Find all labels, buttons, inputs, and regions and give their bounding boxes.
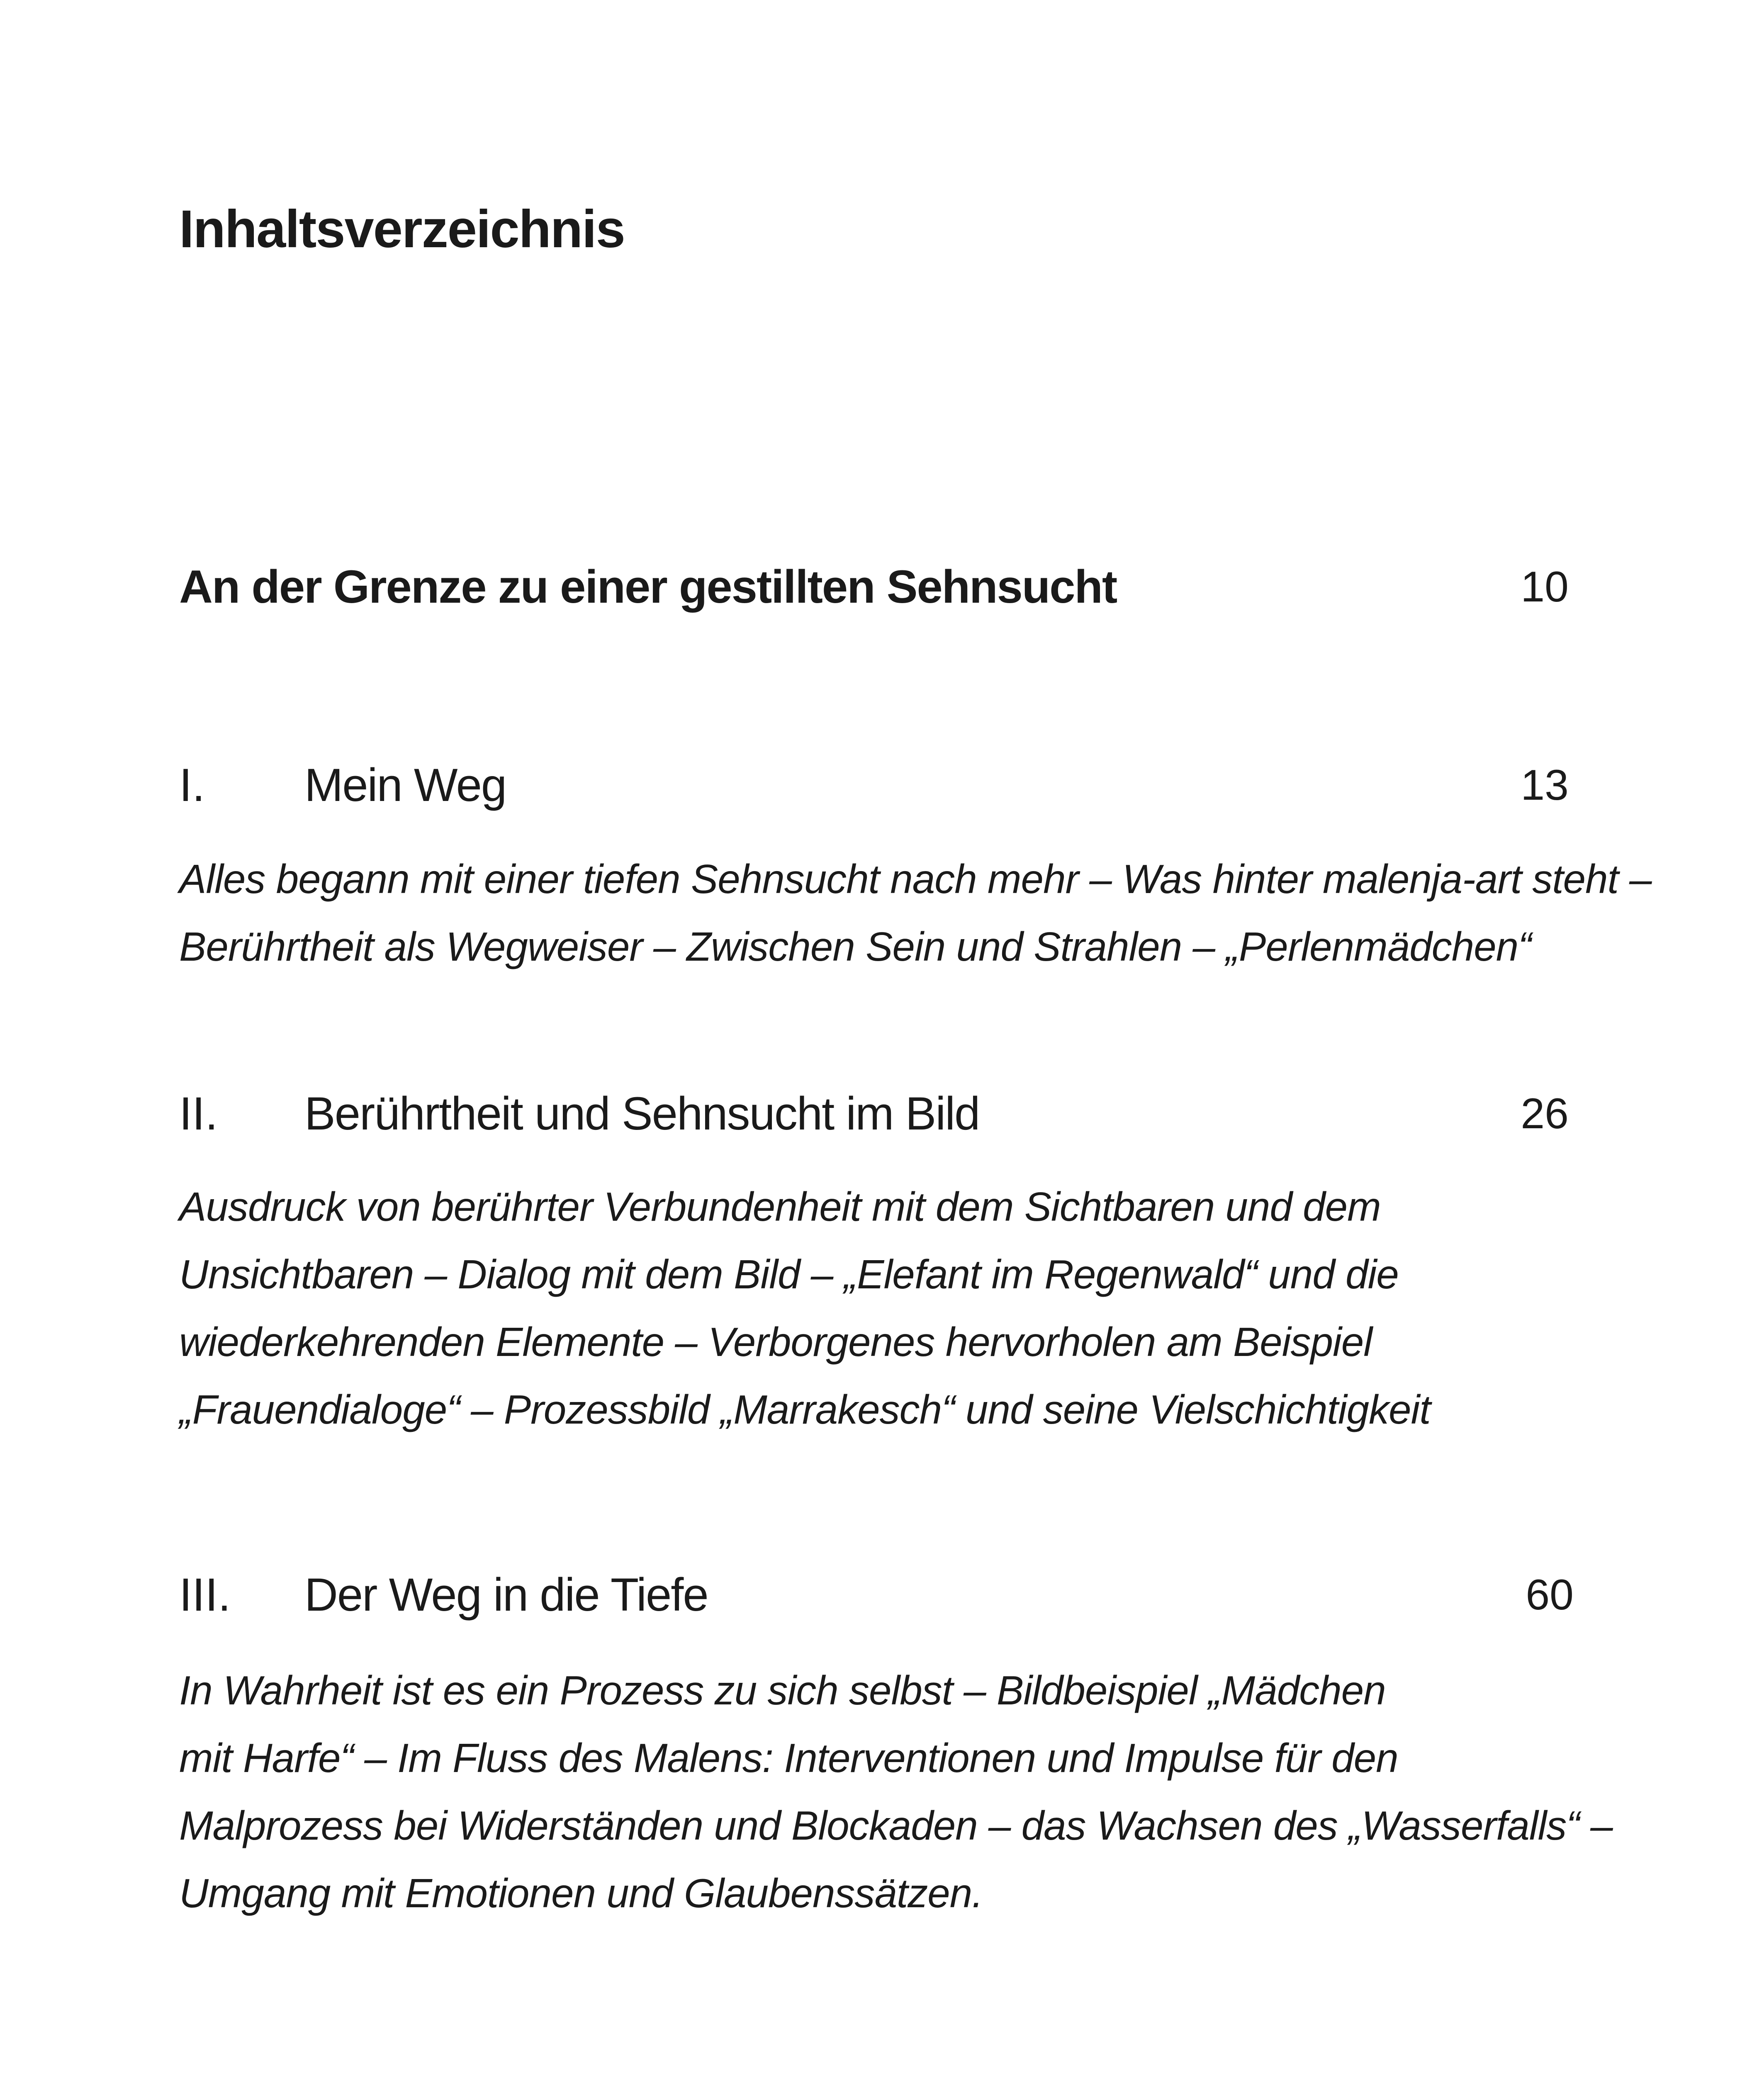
summary-line: In Wahrheit ist es ein Prozess zu sich selbst – Bildbeispiel „Mädchen: [179, 1667, 1386, 1713]
toc-page-number: 60: [1526, 1571, 1574, 1619]
chapter-numeral: II.: [179, 1088, 218, 1139]
toc-entry-chapter-3: [179, 1564, 1574, 1626]
chapter-summary: [179, 1657, 1613, 1927]
toc-page-number: 26: [1521, 1090, 1569, 1138]
toc-page-number: 10: [1521, 563, 1569, 611]
chapter-title: Der Weg in die Tiefe: [304, 1569, 708, 1621]
summary-line: Berührtheit als Wegweiser – Zwischen Sein und Strahlen – „Perlenmädchen“: [179, 924, 1531, 969]
chapter-title: Berührtheit und Sehnsucht im Bild: [304, 1088, 980, 1139]
chapter-title: Mein Weg: [304, 759, 506, 811]
summary-line: Umgang mit Emotionen und Glaubenssätzen.: [179, 1870, 983, 1916]
chapter-numeral: III.: [179, 1569, 231, 1621]
summary-line: wiederkehrenden Elemente – Verborgenes hervorholen am Beispiel: [179, 1319, 1372, 1365]
toc-entry-intro: [179, 556, 1569, 618]
toc-entry-chapter-2: [179, 1083, 1569, 1145]
summary-line: Alles begann mit einer tiefen Sehnsucht nach mehr – Was hinter malenja-art steht –: [179, 856, 1652, 902]
page-title: Inhaltsverzeichnis: [179, 200, 625, 259]
summary-line: Malprozess bei Widerständen und Blockaden – das Wachsen des „Wasserfalls“ –: [179, 1803, 1613, 1848]
toc-page-number: 13: [1521, 761, 1569, 809]
summary-line: „Frauendialoge“ – Prozessbild „Marrakesch“ und seine Vielschichtigkeit: [179, 1387, 1431, 1432]
summary-line: Unsichtbaren – Dialog mit dem Bild – „Elefant im Regenwald“ und die: [179, 1251, 1399, 1297]
toc-entry-chapter-1: [179, 754, 1569, 816]
summary-line: Ausdruck von berührter Verbundenheit mit dem Sichtbaren und dem: [179, 1184, 1381, 1229]
chapter-summary: [179, 1173, 1589, 1444]
summary-line: mit Harfe“ – Im Fluss des Malens: Interventionen und Impulse für den: [179, 1735, 1398, 1781]
chapter-numeral: I.: [179, 759, 205, 811]
chapter-summary: [179, 845, 1652, 981]
toc-entry-title: An der Grenze zu einer gestillten Sehnsucht: [179, 561, 1117, 613]
